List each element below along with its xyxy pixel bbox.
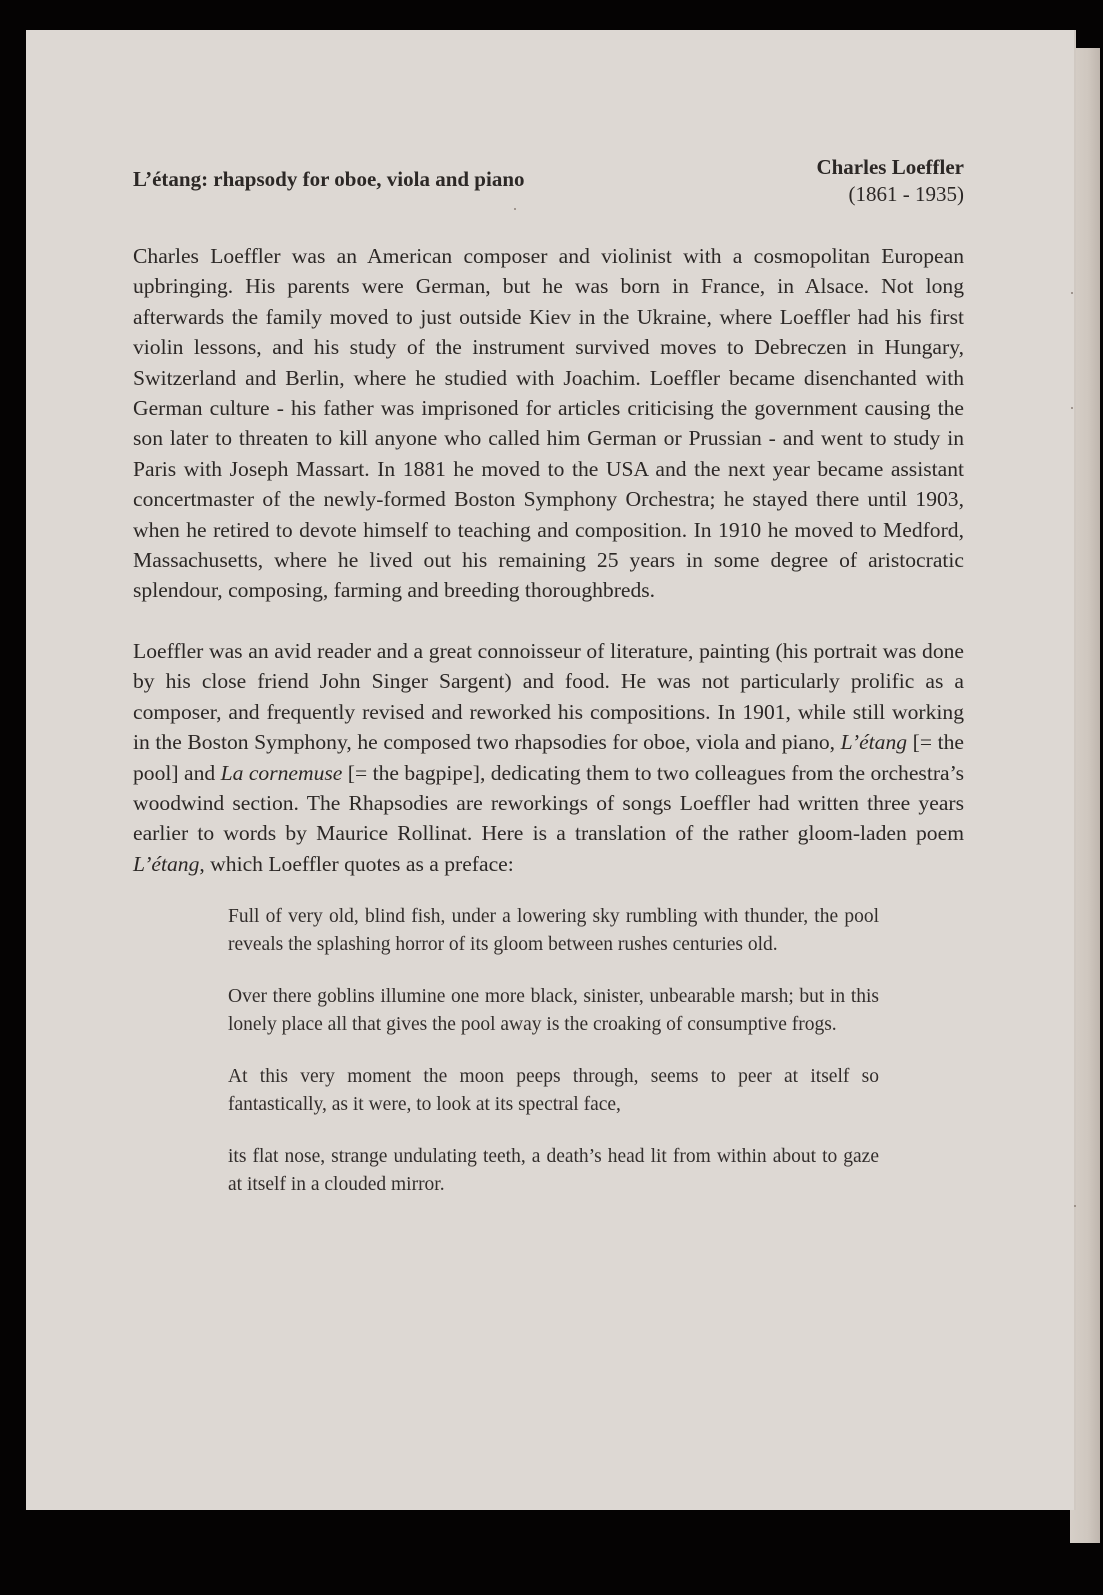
paper-speck bbox=[1074, 1205, 1076, 1207]
poem-stanza-3 bbox=[228, 1063, 879, 1119]
composer-dates: (1861 - 1935) bbox=[848, 182, 964, 206]
paragraph-2-part-1: Loeffler was an avid reader and a great connoisseur of literature, painting (his portrait was done by his close friend John Singer Sargent) and food. He was not particularly prolific as a composer, and frequently revised and reworked his compositions. In 1901, while still working in the Boston Symphony, he composed two rhapsodies for oboe, viola and piano, bbox=[133, 638, 964, 755]
poem-stanza-text: Full of very old, blind fish, under a lowering sky rumbling with thunder, the pool reveals the splashing horror of its gloom between rushes centuries old. bbox=[228, 906, 879, 956]
poem-translation bbox=[228, 903, 879, 1199]
poem-stanza-text: its flat nose, strange undulating teeth, a death’s head lit from within about to gaze at itself in a clouded mirror. bbox=[228, 1146, 879, 1196]
composer-block bbox=[816, 155, 964, 207]
page-header bbox=[133, 155, 964, 207]
paragraph-1-text: Charles Loeffler was an American composer and violinist with a cosmopolitan European upbringing. His parents were German, but he was born in France, in Alsace. Not long afterwards the family moved to just outside Kiev in the Ukraine, where Loeffler had his first violin lessons, and his study of the instrument survived moves to Debreczen in Hungary, Switzerland and Berlin, where he studied with Joachim. Loeffler became disenchanted with German culture - his father was imprisoned for articles criticising the government causing the son later to threaten to kill anyone who called him German or Prussian - and went to study in Paris with Joseph Massart. In 1881 he moved to the USA and the next year became assistant concertmaster of the newly-formed Boston Symphony Orchestra; he stayed there until 1903, when he retired to devote himself to teaching and composition. In 1910 he moved to Medford, Massachusetts, where he lived out his remaining 25 years in some degree of aristocratic splendour, composing, farming and breeding thoroughbreds. bbox=[133, 244, 964, 603]
work-title-la-cornemuse: La cornemuse bbox=[220, 760, 343, 785]
poem-stanza-4 bbox=[228, 1143, 879, 1199]
paper-speck bbox=[1071, 407, 1073, 409]
biography-paragraph bbox=[133, 241, 964, 606]
poem-stanza-text: Over there goblins illumine one more black, sinister, unbearable marsh; but in this lonely place all that gives the pool away is the croaking of consumptive frogs. bbox=[228, 986, 879, 1036]
document-page bbox=[26, 30, 1076, 1510]
paragraph-2-text bbox=[133, 636, 964, 879]
piece-title: L’étang: rhapsody for oboe, viola and piano bbox=[133, 167, 525, 191]
works-paragraph bbox=[133, 636, 964, 879]
paper-speck bbox=[1071, 292, 1073, 294]
poem-title-letang: L’étang bbox=[133, 851, 200, 876]
poem-stanza-text: At this very moment the moon peeps through, seems to peer at itself so fantastically, as it were, to look at its spectral face, bbox=[228, 1066, 879, 1116]
paper-speck bbox=[514, 208, 516, 210]
paragraph-2-part-3: [= the bagpipe], dedicating them to two colleagues from the orchestra’s woodwind section. The Rhapsodies are reworkings of songs Loeffler had written three years earlier to words by Maurice Rollinat. Here is a translation of the rather gloom-laden poem bbox=[133, 760, 965, 846]
work-title-letang: L’étang bbox=[840, 730, 908, 755]
poem-stanza-1 bbox=[228, 903, 879, 959]
poem-stanza-2 bbox=[228, 983, 879, 1039]
composer-name: Charles Loeffler bbox=[816, 155, 964, 179]
paragraph-2-part-2: [= the pool] and bbox=[133, 730, 964, 785]
paragraph-2-part-4: , which Loeffler quotes as a preface: bbox=[199, 851, 514, 876]
